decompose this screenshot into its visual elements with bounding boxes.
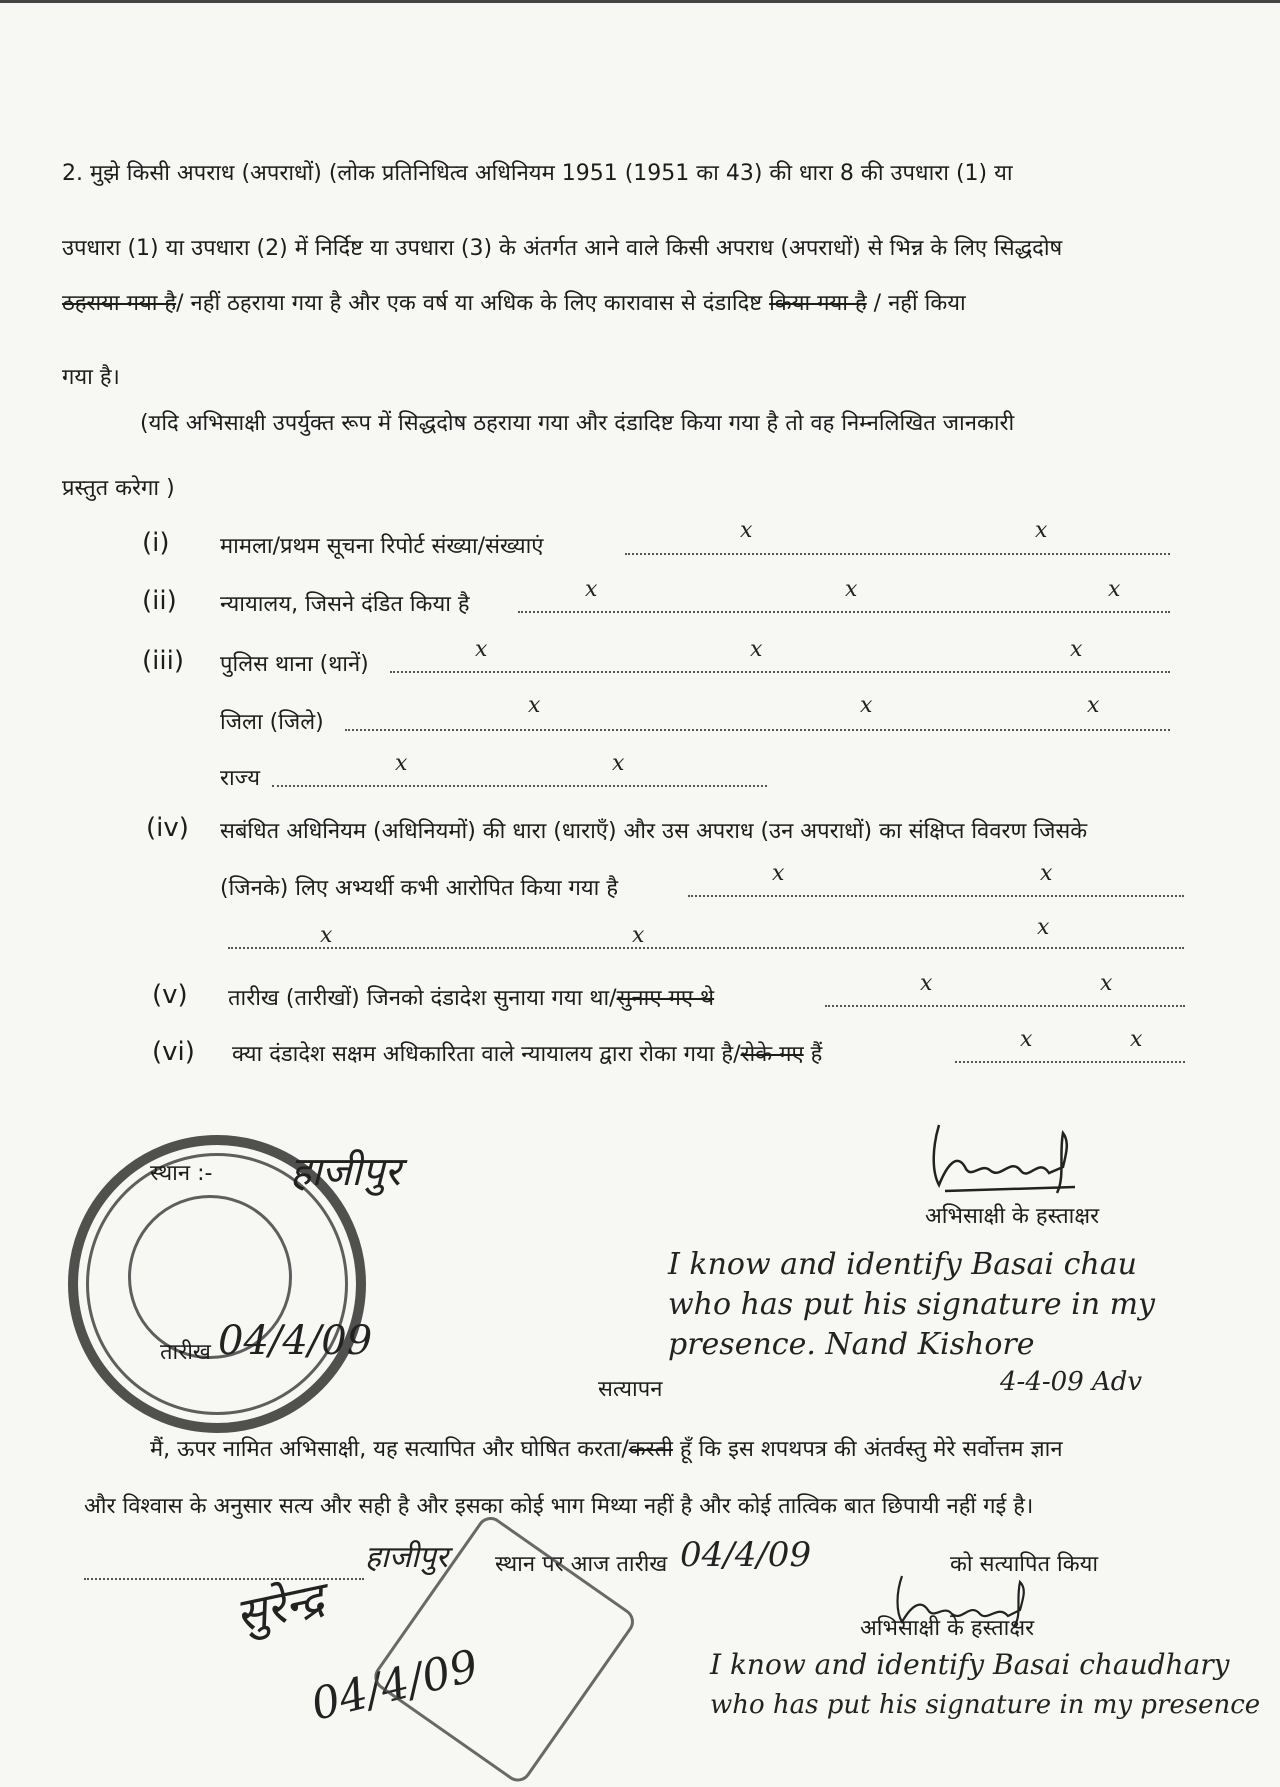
item-ii-field	[518, 611, 1170, 613]
cross-mark: x	[320, 923, 333, 948]
state-label: राज्य	[220, 766, 261, 791]
identification-note-line2: who has put his signature in my	[668, 1287, 1155, 1322]
cross-mark: x	[1100, 971, 1113, 996]
date-handwritten: 04/4/09	[218, 1318, 373, 1364]
section2-line3	[62, 292, 966, 316]
item-iv-field-2	[228, 947, 1184, 949]
cross-mark: x	[395, 751, 408, 776]
deponent-signature-label: अभिसाक्षी के हस्ताक्षर	[925, 1204, 1100, 1229]
struck-text: ठहराया गया है	[62, 291, 177, 316]
item-v-label	[228, 982, 714, 1012]
cross-mark: x	[772, 861, 785, 886]
item-iii-field	[390, 671, 1170, 673]
item-i-label: मामला/प्रथम सूचना रिपोर्ट संख्या/संख्याएं	[220, 534, 544, 559]
item-vi-label	[232, 1038, 822, 1068]
item-iii-label: पुलिस थाना (थानें)	[220, 652, 369, 677]
item-iii-number: (iii)	[142, 646, 184, 676]
item-iv-field	[688, 895, 1184, 897]
verification-line1-a: मैं, ऊपर नामित अभिसाक्षी, यह सत्यापित और घोषित करता/	[150, 1437, 629, 1462]
section2-note1: (यदि अभिसाक्षी उपर्युक्त रूप में सिद्धदोष ठहराया गया और दंडादिष्ट किया गया है तो वह निम्नलिखित जानकारी	[140, 411, 1015, 436]
date-label: तारीख	[160, 1340, 211, 1365]
stamp-handwritten-name: सुरेन्द्र	[230, 1571, 329, 1643]
identification-note2-line1: I know and identify Basai chaudhary	[710, 1648, 1230, 1681]
cross-mark: x	[475, 637, 488, 662]
section2-line1: 2. मुझे किसी अपराध (अपराधों) (लोक प्रतिनिधित्व अधिनियम 1951 (1951 का 43) की धारा 8 की उपधारा (1) या	[62, 161, 1013, 186]
item-v-number: (v)	[152, 980, 188, 1010]
cross-mark: x	[750, 637, 763, 662]
cross-mark: x	[632, 923, 645, 948]
item-iv-number: (iv)	[146, 813, 189, 843]
struck-text-2: किया गया है	[769, 291, 867, 316]
cross-mark: x	[1035, 518, 1048, 543]
item-ii-label: न्यायालय, जिसने दंडित किया है	[220, 592, 470, 617]
identification-note-line4: 4-4-09 Adv	[1000, 1367, 1143, 1397]
section2-line2: उपधारा (1) या उपधारा (2) में निर्दिष्ट या उपधारा (3) के अंतर्गत आने वाले किसी अपराध (अपराधों) से भिन्न के लिए सिद्धदोष	[62, 236, 1063, 261]
verification-line3-a: स्थान पर आज तारीख	[495, 1552, 668, 1577]
verification-date-handwritten: 04/4/09	[680, 1535, 812, 1575]
item-ii-number: (ii)	[142, 586, 177, 616]
cross-mark: x	[612, 751, 625, 776]
district-field	[345, 729, 1170, 731]
item-vi-end: हैं	[803, 1042, 823, 1067]
state-field	[272, 785, 767, 787]
item-vi-field	[955, 1061, 1185, 1063]
stamp-handwritten-date: 04/4/09	[306, 1640, 484, 1731]
identification-note-line1: I know and identify Basai chau	[668, 1247, 1137, 1282]
cross-mark: x	[845, 577, 858, 602]
section2-note2: प्रस्तुत करेगा )	[62, 476, 175, 501]
verification-line1	[150, 1438, 1063, 1462]
cross-mark: x	[1070, 637, 1083, 662]
cross-mark: x	[860, 693, 873, 718]
item-iv-label1: सबंधित अधिनियम (अधिनियमों) की धारा (धाराएँ) और उस अपराध (उन अपराधों) का संक्षिप्त विवरण जिसके	[220, 819, 1088, 844]
identification-note2-line2: who has put his signature in my presence	[710, 1690, 1261, 1720]
verification-line1-b: हूँ कि इस शपथपत्र की अंतर्वस्तु मेरे सर्वोत्तम ज्ञान	[672, 1437, 1063, 1462]
page-top-edge	[0, 0, 1280, 3]
section2-line4: गया है।	[62, 365, 120, 390]
cross-mark: x	[1020, 1027, 1033, 1052]
cross-mark: x	[740, 518, 753, 543]
identification-note-line3: presence. Nand Kishore	[668, 1327, 1035, 1362]
district-label: जिला (जिले)	[220, 710, 324, 735]
line3-middle: / नहीं ठहराया गया है और एक वर्ष या अधिक के लिए कारावास से दंडादिष्ट	[176, 291, 770, 316]
verification-line3-b: को सत्यापित किया	[950, 1552, 1099, 1577]
struck-text: रोके गए	[740, 1042, 804, 1067]
cross-mark: x	[585, 577, 598, 602]
deponent-signature-label-2: अभिसाक्षी के हस्ताक्षर	[860, 1616, 1035, 1641]
place-label: स्थान :-	[150, 1161, 213, 1186]
place-handwritten: हाजीपुर	[290, 1149, 401, 1195]
line3-end: / नहीं किया	[866, 291, 966, 316]
verification-place-handwritten: हाजीपुर	[365, 1540, 449, 1575]
cross-mark: x	[528, 693, 541, 718]
verification-place-field	[84, 1578, 364, 1580]
cross-mark: x	[1040, 861, 1053, 886]
cross-mark: x	[1108, 577, 1121, 602]
deponent-signature	[925, 1115, 1100, 1195]
item-v-field	[825, 1005, 1185, 1007]
cross-mark: x	[920, 971, 933, 996]
item-i-number: (i)	[142, 528, 170, 558]
item-i-field	[625, 553, 1170, 555]
item-iv-label2: (जिनके) लिए अभ्यर्थी कभी आरोपित किया गया है	[220, 876, 619, 901]
cross-mark: x	[1130, 1027, 1143, 1052]
item-vi-number: (vi)	[152, 1037, 195, 1067]
verification-title: सत्यापन	[598, 1377, 663, 1402]
item-vi-text: क्या दंडादेश सक्षम अधिकारिता वाले न्यायालय द्वारा रोका गया है/	[232, 1042, 741, 1067]
struck-text: करती	[628, 1437, 673, 1462]
cross-mark: x	[1087, 693, 1100, 718]
item-v-text: तारीख (तारीखों) जिनको दंडादेश सुनाया गया था/	[228, 986, 617, 1011]
cross-mark: x	[1037, 915, 1050, 940]
struck-text: सुनाए गए थे	[616, 986, 715, 1011]
verification-line2: और विश्वास के अनुसार सत्य और सही है और इसका कोई भाग मिथ्या नहीं है और कोई तात्विक बात छिपायी नहीं गई है।	[84, 1494, 1034, 1519]
